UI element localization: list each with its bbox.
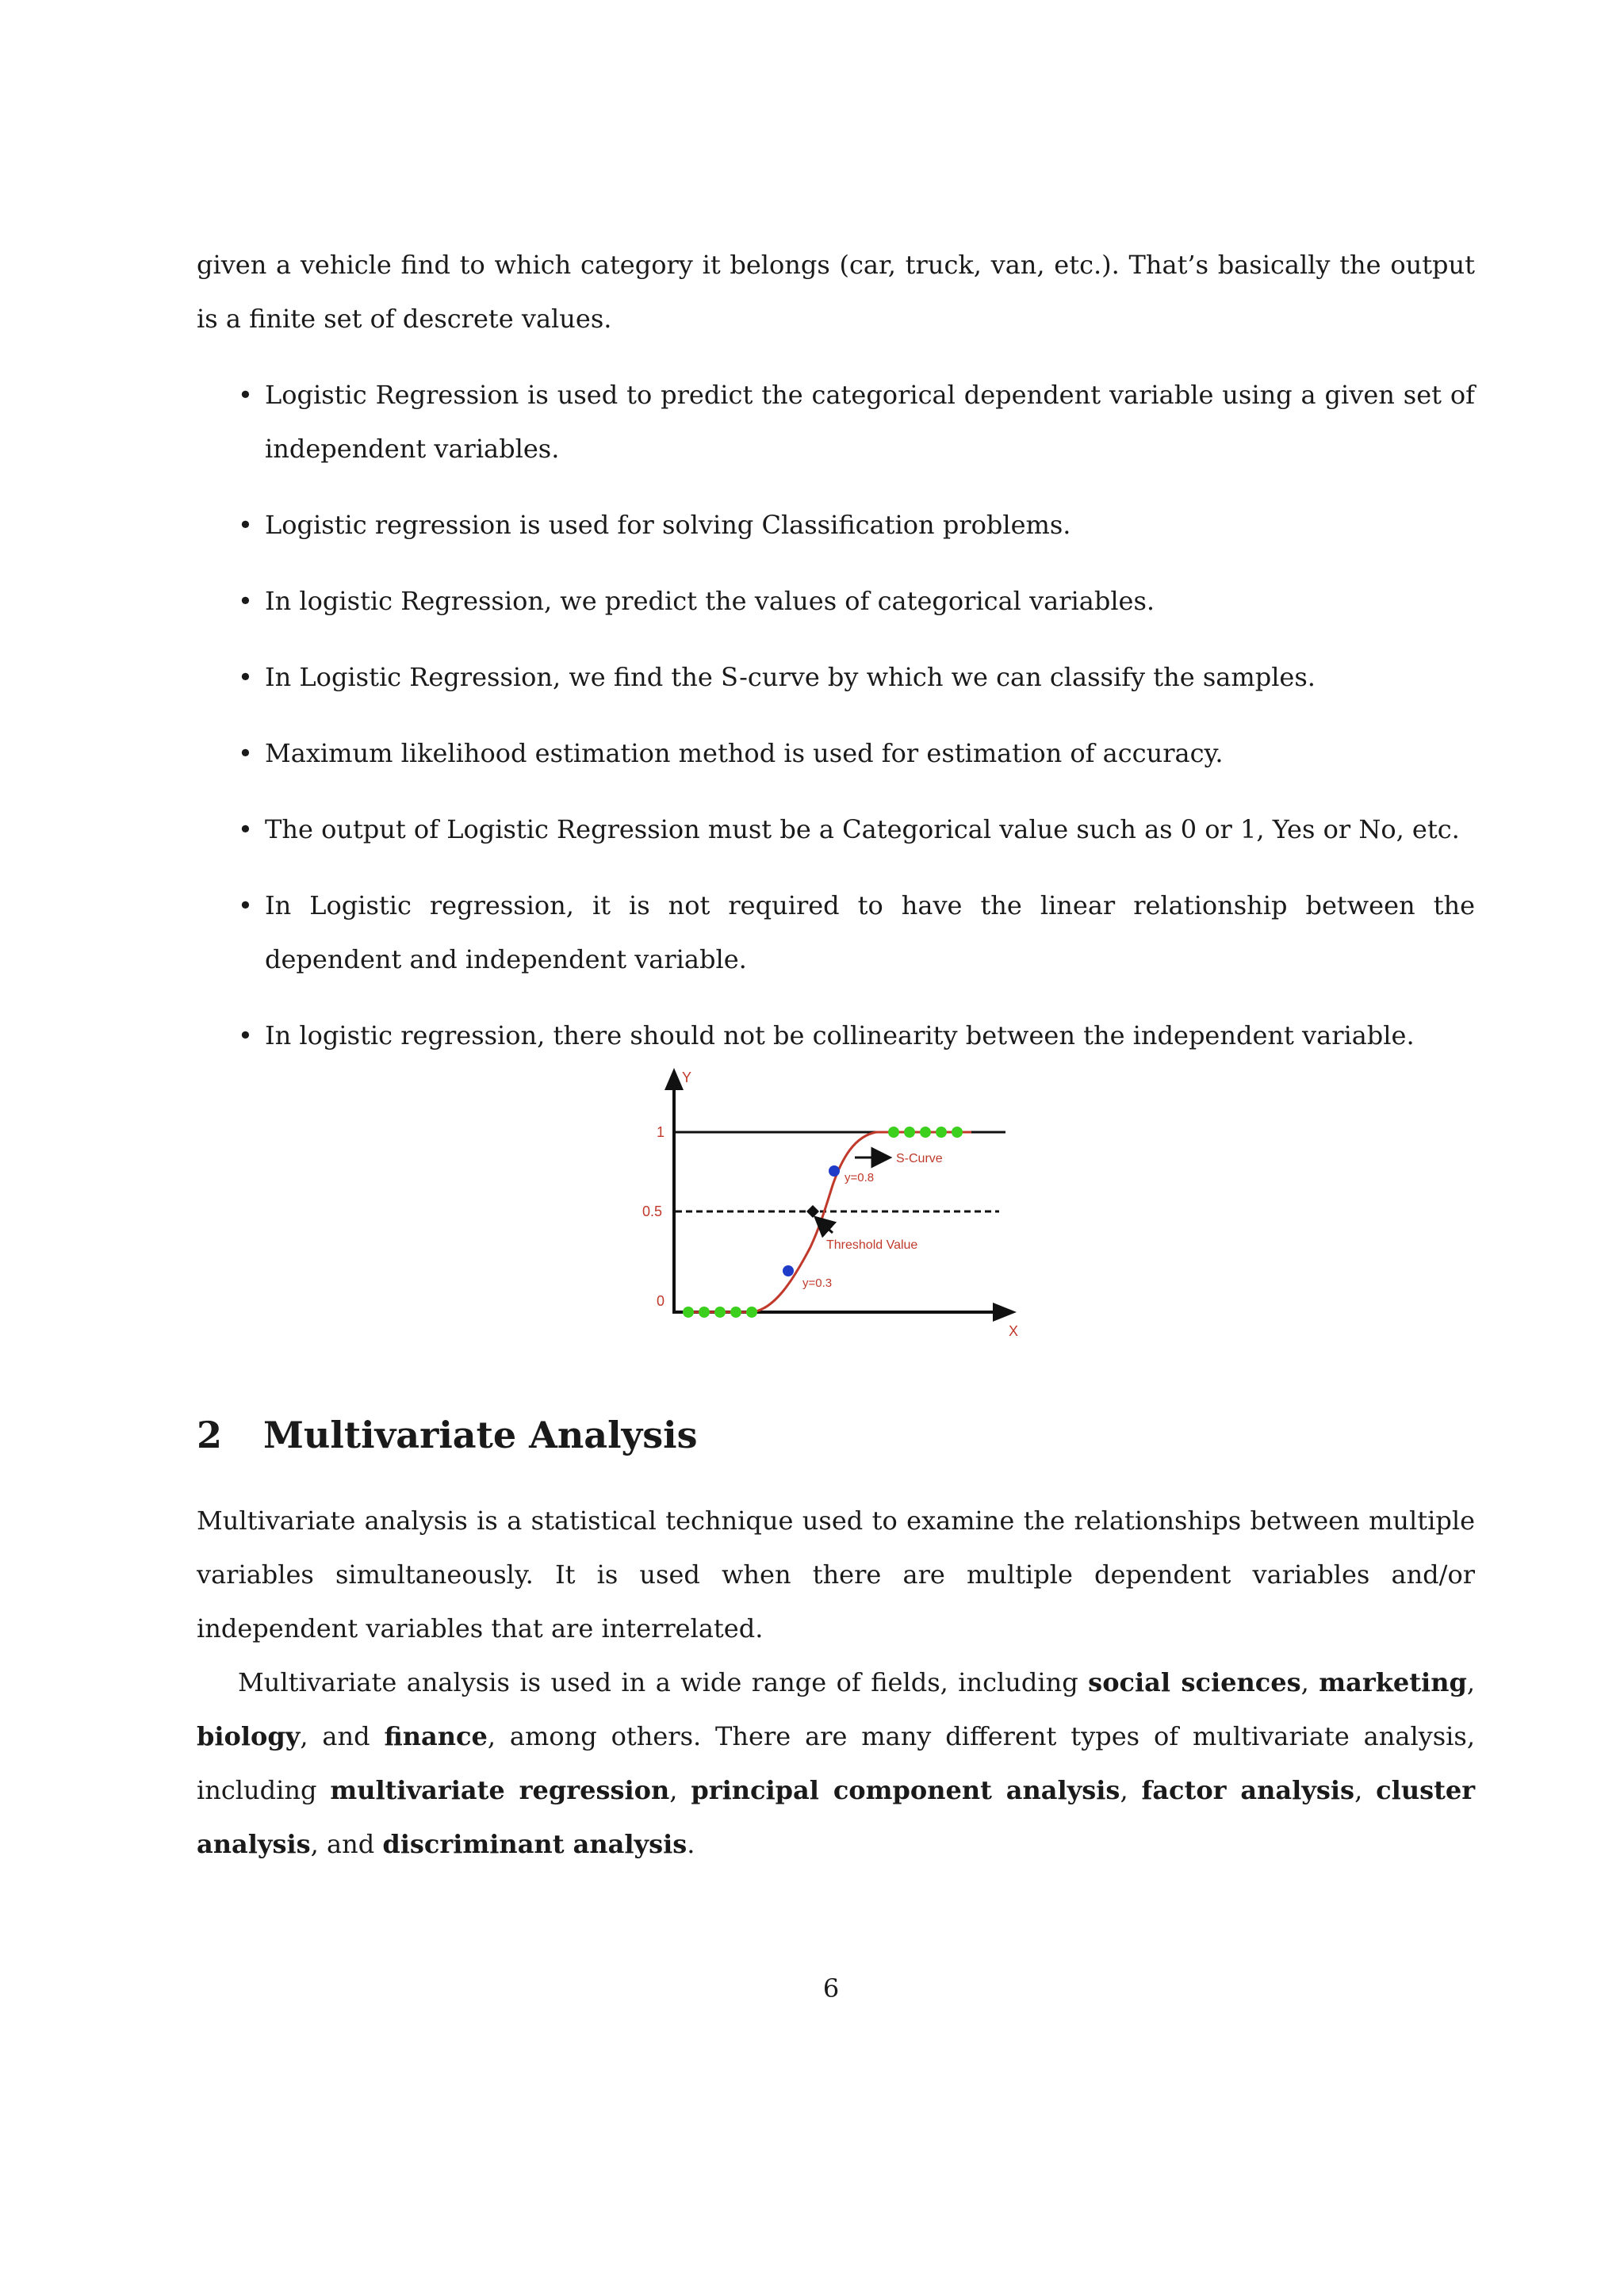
section-paragraph-1: Multivariate analysis is a statistical technique used to examine the relationships between multiple variables simultaneously. It is used when there are multiple dependent variables and/or independent variables that are interrelated. xyxy=(197,1506,1475,1644)
data-point xyxy=(936,1127,947,1138)
data-point xyxy=(746,1307,757,1318)
term-multivariate-regression: multivariate regression xyxy=(330,1775,670,1805)
s-curve-figure xyxy=(603,1066,1031,1340)
blue-point-lower xyxy=(783,1265,794,1276)
section-number: 2 xyxy=(197,1414,223,1456)
list-item: • In Logistic Regression, we find the S-curve by which we can classify the samples. xyxy=(197,650,1475,704)
list-item: • Logistic Regression is used to predict the categorical dependent variable using a given set of independent variables. xyxy=(197,368,1475,476)
data-point xyxy=(888,1127,899,1138)
term-cluster-analysis: cluster analysis xyxy=(197,1775,1476,1859)
term-principal-component-analysis: principal component analysis xyxy=(691,1775,1120,1805)
bullet-list xyxy=(197,368,1475,1085)
list-item: • The output of Logistic Regression must be a Categorical value such as 0 or 1, Yes or No, etc. xyxy=(197,802,1475,856)
term-social-sciences: social sciences xyxy=(1088,1667,1301,1697)
list-item: • Logistic regression is used for solving Classification problems. xyxy=(197,498,1475,552)
list-item: • In Logistic regression, it is not required to have the linear relationship between the dependent and independent variable. xyxy=(197,878,1475,986)
list-item: • Maximum likelihood estimation method is used for estimation of accuracy. xyxy=(197,726,1475,780)
data-point xyxy=(699,1307,710,1318)
page-number: 6 xyxy=(822,1973,840,2003)
bullet-dot: • xyxy=(238,1020,253,1050)
data-point xyxy=(920,1127,931,1138)
term-discriminant-analysis: discriminant analysis xyxy=(382,1829,688,1859)
y-axis-arrow-icon xyxy=(665,1068,684,1090)
section-heading xyxy=(197,1407,698,1463)
bullet-dot: • xyxy=(238,814,253,844)
bullet-dot: • xyxy=(238,890,253,920)
bullet-dot: • xyxy=(238,380,253,410)
data-point xyxy=(683,1307,694,1318)
term-biology: biology xyxy=(197,1721,301,1751)
tick-label-0-5: 0.5 xyxy=(642,1203,663,1219)
intro-line-2: set of descrete values. xyxy=(324,304,612,334)
bullet-dot: • xyxy=(238,510,253,540)
threshold-label: Threshold Value xyxy=(826,1238,918,1252)
term-marketing: marketing xyxy=(1319,1667,1467,1697)
term-factor-analysis: factor analysis xyxy=(1141,1775,1355,1805)
data-point xyxy=(904,1127,915,1138)
intro-line-1: given a vehicle find to which category it belongs (car, truck, van, etc.). That’s basically the output is a finite xyxy=(197,250,1475,334)
data-point xyxy=(714,1307,726,1318)
bullet-dot: • xyxy=(238,738,253,768)
y-0-3-label: y=0.3 xyxy=(802,1276,833,1290)
blue-point-upper xyxy=(829,1165,840,1177)
list-item: • In logistic Regression, we predict the values of categorical variables. xyxy=(197,574,1475,628)
threshold-point xyxy=(806,1205,819,1218)
x-axis-arrow-icon xyxy=(993,1303,1017,1322)
bullet-dot: • xyxy=(238,662,253,692)
s-curve-label: S-Curve xyxy=(896,1152,943,1165)
y-0-8-label: y=0.8 xyxy=(845,1171,875,1184)
section-title: Multivariate Analysis xyxy=(263,1414,698,1456)
data-point xyxy=(730,1307,741,1318)
section-paragraph-2: Multivariate analysis is used in a wide range of fields, including social sciences, marketing, biology, and finance, among others. There are many different types of multivariate analysis, including multivariate regression, principal component analysis, factor analysis, cluster analysis, and discriminant analysis. xyxy=(197,1667,1476,1859)
bullet-dot: • xyxy=(238,586,253,616)
tick-label-0: 0 xyxy=(657,1293,665,1309)
x-axis-label: X xyxy=(1009,1323,1019,1339)
tick-label-1: 1 xyxy=(657,1124,665,1140)
list-item: • In logistic regression, there should not be collinearity between the independent variable. xyxy=(197,1008,1475,1062)
intro-paragraph xyxy=(197,238,1475,346)
term-finance: finance xyxy=(384,1721,488,1751)
data-point xyxy=(952,1127,963,1138)
y-axis-label: Y xyxy=(682,1070,692,1085)
